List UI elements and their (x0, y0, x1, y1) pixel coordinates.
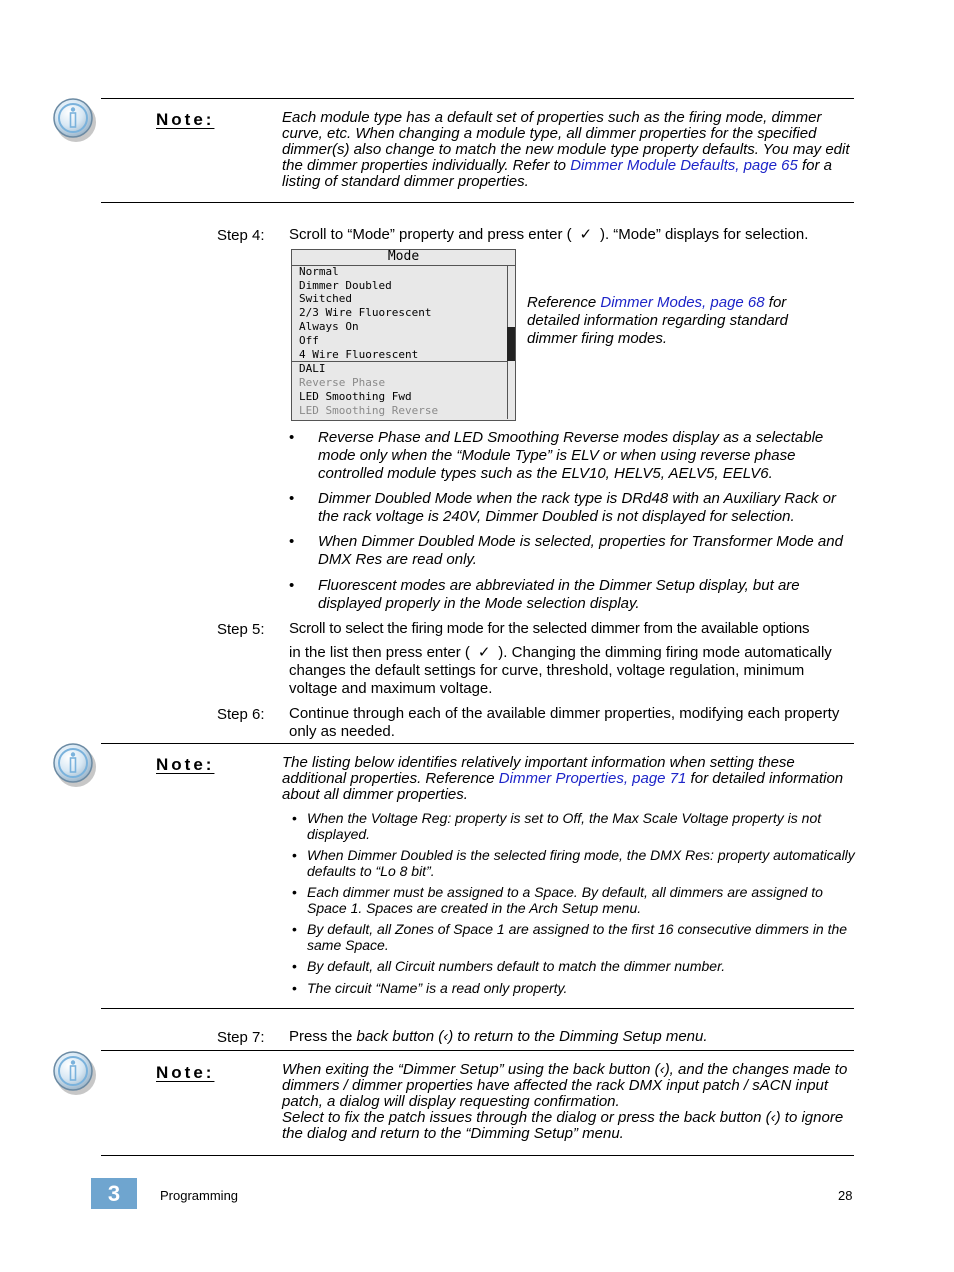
page-number: 28 (838, 1188, 853, 1203)
info-icon (52, 742, 98, 788)
mode-menu-item[interactable]: LED Smoothing Fwd (299, 390, 412, 403)
step6-text: Continue through each of the available dimmer properties, modifying each property only as needed. (289, 705, 840, 740)
mode-menu-scroll-thumb[interactable] (507, 327, 515, 361)
note-label: Note: (156, 1063, 215, 1082)
bullet-marker: • (289, 533, 295, 550)
mode-menu-item[interactable]: Reverse Phase (299, 376, 386, 389)
note1-top-rule (101, 98, 854, 99)
note2-bottom-rule (101, 1008, 854, 1009)
note-bullet-item: By default, all Circuit numbers default to match the dimmer number. (307, 958, 726, 974)
dimmer-module-defaults-link[interactable]: Dimmer Module Defaults, page 65 (570, 157, 798, 174)
step6-label: Step 6: (217, 706, 265, 723)
bullet-marker: • (292, 980, 297, 996)
footer-section: Programming (160, 1188, 239, 1203)
mode-menu-item[interactable]: 4 Wire Fluorescent (299, 348, 419, 361)
dimmer-properties-link[interactable]: Dimmer Properties, page 71 (498, 770, 687, 787)
note-bullet-item: By default, all Zones of Space 1 are assigned to the first 16 consecutive dimmers in the same Space. (307, 921, 848, 953)
mode-menu-item[interactable]: Off (299, 334, 319, 347)
step5-text: in the list then press enter ( ✓ ). Changing the dimming firing mode automatically changes the default settings for curve, threshold, voltage regulation, minimum voltage and maximum voltage. (289, 644, 832, 697)
note3-bottom-rule (101, 1155, 854, 1156)
check-icon: ✓ (477, 644, 491, 661)
mode-menu-item[interactable]: 2/3 Wire Fluorescent (299, 306, 432, 319)
mode-menu-item[interactable]: Dimmer Doubled (299, 279, 392, 292)
bullet-marker: • (292, 810, 297, 826)
bullet-marker: • (289, 429, 295, 446)
note1-bottom-rule (101, 202, 854, 203)
note-label: Note: (156, 755, 215, 774)
note-bullet-item: Each dimmer must be assigned to a Space. By default, all dimmers are assigned to Space 1. Spaces are created in the Arch Setup menu. (307, 884, 823, 916)
mode-menu-title: Mode (292, 250, 515, 266)
step4-label: Step 4: (217, 227, 265, 244)
step7-label: Step 7: (217, 1029, 265, 1046)
chapter-number-tab: 3 (91, 1178, 137, 1209)
bullet-marker: • (292, 921, 297, 937)
note-bullet-item: The circuit “Name” is a read only property. (307, 980, 568, 996)
note3-text (282, 1062, 854, 1142)
mode-menu (291, 249, 516, 421)
back-icon: ‹ (443, 1028, 449, 1045)
mode-menu-item[interactable]: Switched (299, 292, 352, 305)
mode-menu-item[interactable]: LED Smoothing Reverse (299, 404, 439, 417)
note3-paragraph1: When exiting the “Dimmer Setup” using the back button (‹), and the changes made to dimmers / dimmer properties have affected the rack DMX input patch / sACN input patch, a dialog will display requesting confirmation. (282, 1061, 848, 1110)
bullet-marker: • (292, 958, 297, 974)
step7-text: Press the back button (‹) to return to the Dimming Setup menu. (289, 1028, 708, 1045)
step4-text: Scroll to “Mode” property and press enter ( ✓ ). “Mode” displays for selection. (289, 226, 809, 243)
bullet-marker: • (292, 847, 297, 863)
bullet-item: When Dimmer Doubled Mode is selected, properties for Transformer Mode and DMX Res are read only. (318, 533, 843, 568)
back-icon: ‹ (659, 1061, 665, 1078)
note3-paragraph2: Select to fix the patch issues through the dialog or press the back button (‹) to ignore the dialog and return to the “Dimming Setup” menu. (282, 1109, 844, 1142)
bullet-item: Reverse Phase and LED Smoothing Reverse modes display as a selectable mode only when the “Module Type” is ELV or when using reverse phase controlled module types such as the ELV10, HELV5, AELV5, EELV6. (318, 429, 824, 482)
mode-menu-item[interactable]: Always On (299, 320, 359, 333)
bullet-item: Fluorescent modes are abbreviated in the Dimmer Setup display, but are displayed properly in the Mode selection display. (318, 577, 800, 612)
note-bullet-item: When Dimmer Doubled is the selected firing mode, the DMX Res: property automatically defaults to “Lo 8 bit”. (307, 847, 855, 879)
mode-menu-item[interactable]: DALI (299, 362, 326, 375)
bullet-item: Dimmer Doubled Mode when the rack type is DRd48 with an Auxiliary Rack or the rack voltage is 240V, Dimmer Doubled is not displayed for selection. (318, 490, 836, 525)
note3-top-rule (101, 1050, 854, 1051)
note1-text: Each module type has a default set of properties such as the firing mode, dimmer curve, etc. When changing a module type, all dimmer properties for the specified dimmer(s) also change to match the new module type property defaults. You may edit the dimmer properties individually. Refer to Dimmer Module Defaults, page 65 for a listing of standard dimmer properties. (282, 109, 850, 190)
back-icon: ‹ (770, 1109, 776, 1126)
note-label: Note: (156, 110, 215, 129)
note2-text: The listing below identifies relatively important information when setting these additional properties. Reference Dimmer Properties, page 71 for detailed information about all dimmer properties. (282, 754, 844, 803)
bullet-marker: • (292, 884, 297, 900)
mode-menu-item[interactable]: Normal (299, 265, 339, 278)
check-icon: ✓ (579, 226, 593, 243)
dimmer-modes-link[interactable]: Dimmer Modes, page 68 (600, 294, 765, 311)
bullet-marker: • (289, 490, 295, 507)
note-bullet-item: When the Voltage Reg: property is set to Off, the Max Scale Voltage property is not displayed. (307, 810, 822, 842)
bullet-marker: • (289, 577, 295, 594)
step5-line1: Scroll to select the firing mode for the selected dimmer from the available options (289, 620, 810, 637)
dimmer-modes-reference: Reference Dimmer Modes, page 68 for detailed information regarding standard dimmer firing modes. (527, 294, 788, 347)
info-icon (52, 97, 98, 143)
step5-label: Step 5: (217, 621, 265, 638)
info-icon (52, 1050, 98, 1096)
note2-top-rule (101, 743, 854, 744)
